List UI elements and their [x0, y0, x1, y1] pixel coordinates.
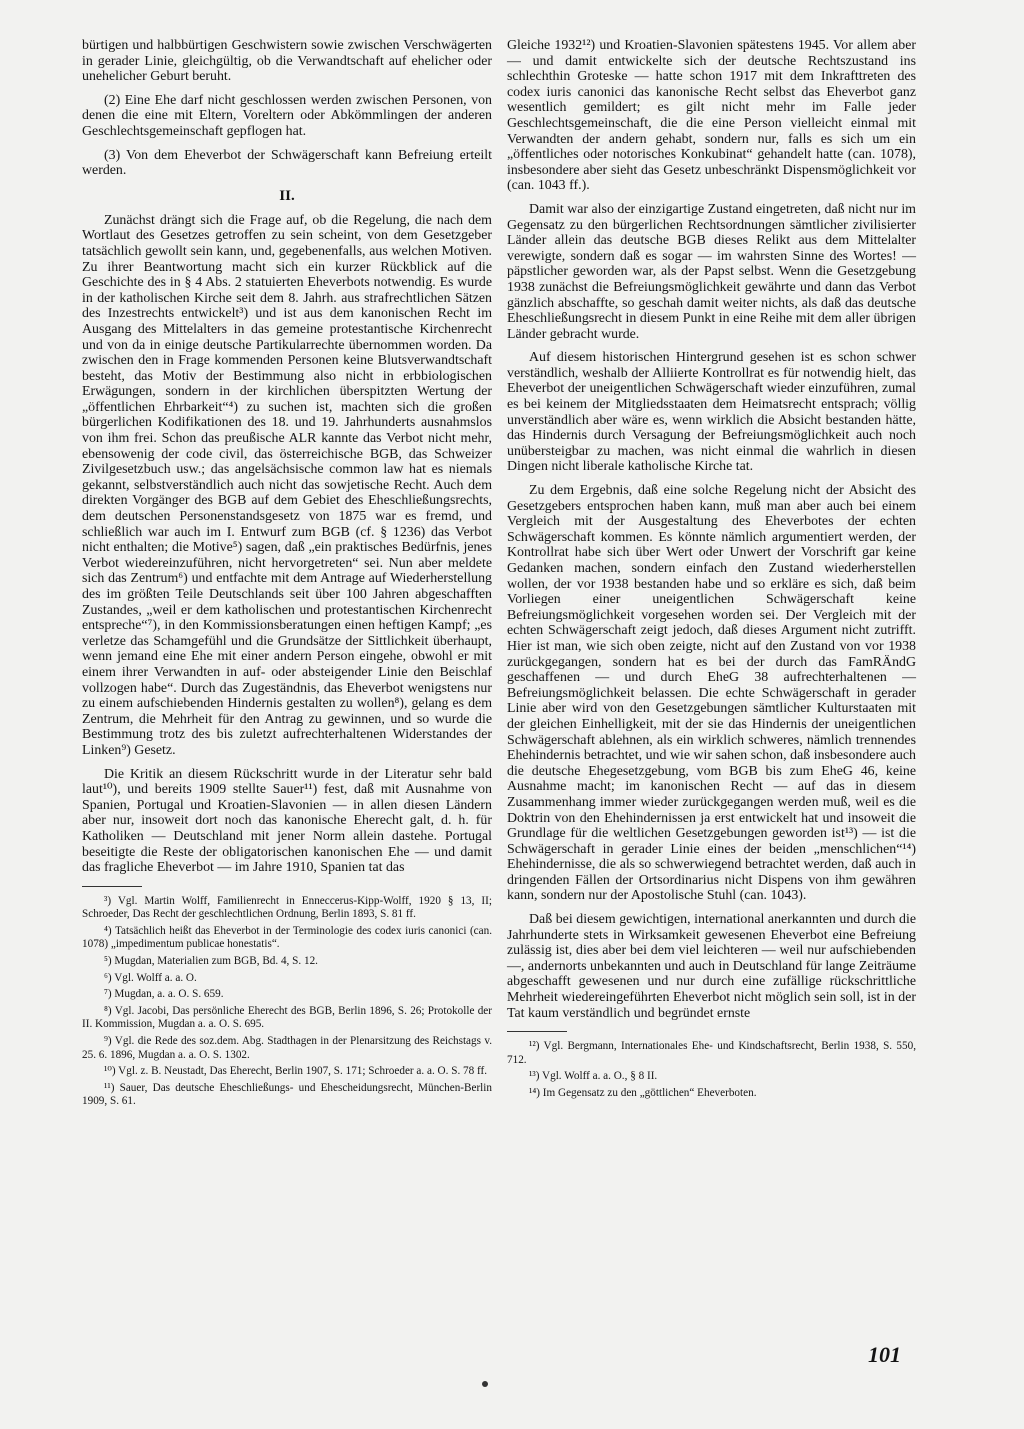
footnote: ¹¹) Sauer, Das deutsche Eheschließungs- und Ehescheidungsrecht, München-Berlin 1909, S. 61.	[82, 1081, 492, 1108]
page-number: 101	[868, 1342, 901, 1367]
paragraph: (2) Eine Ehe darf nicht geschlossen werden zwischen Personen, von denen die eine mit Eltern, Voreltern oder Abkömmlingen der anderen Geschlechtsgemeinschaft gepflogen hat.	[82, 92, 492, 139]
paragraph: Gleiche 1932¹²) und Kroatien-Slavonien spätestens 1945. Vor allem aber — und damit entwickelte sich der deutsche Rechtszustand ins schlechthin Groteske — hatte schon 1917 mit dem Inkrafttreten des codex iuris canonici das kanonische Recht selbst das Eheverbot ganz wesentlich gemildert; es gilt nicht mehr im Falle jeder Geschlechtsgemeinschaft, die die eine Person vielleicht einmal mit Verwandten der andern gehabt, sondern nur, falls es sich um ein „öffentliches oder notorisches Konkubinat“ gehandelt hatte (can. 1078), insbesondere aber sieht das Gesetz unbeschränkt Dispensmöglichkeit vor (can. 1043 ff.).	[507, 38, 916, 194]
left-footnotes	[82, 895, 492, 1109]
footnote: ¹³) Vgl. Wolff a. a. O., § 8 II.	[529, 1070, 658, 1083]
footnote: ¹⁴) Im Gegensatz zu den „göttlichen“ Eheverboten.	[529, 1087, 757, 1099]
footnote: ⁵) Mugdan, Materialien zum BGB, Bd. 4, S. 12.	[104, 955, 318, 968]
paragraph: Damit war also der einzigartige Zustand eingetreten, daß nicht nur im Gegensatz zu den bürgerlichen Rechtsordnungen sämtlicher zivilisierter Länder allein das deutsche BGB dieses Relikt aus dem Mittelalter verewigte, sondern daß es sogar — im wahrsten Sinne des Wortes! — päpstlicher geworden war, als der Papst selbst. Wenn die Gesetzgebung 1938 zunächst die Befreiungsmöglichkeit gewährte und dann das Verbot gänzlich abschaffte, so geschah damit weiter nichts, als daß das deutsche Eheschließungsrecht in diesem Punkt in eine Reihe mit dem aller übrigen Länder gebracht wurde.	[507, 201, 916, 342]
paragraph: bürtigen und halbbürtigen Geschwistern sowie zwischen Verschwägerten in gerader Linie, gleichgültig, ob die Verwandtschaft auf ehelicher oder unehelicher Geburt beruht.	[82, 38, 492, 85]
footnote: ⁴) Tatsächlich heißt das Eheverbot in der Terminologie des codex iuris canonici (can. 1078) „impedimentum publicae honestatis“.	[82, 924, 492, 951]
paragraph: Daß bei diesem gewichtigen, international anerkannten und durch die Jahrhunderte stets in Wirksamkeit gewesenen Eheverbot eine Befreiung zulässig ist, dies aber bei dem viel leichteren — weil nur aufschiebenden —, andernorts unbekannten und auch in Deutschland für lange Zeiträume abgeschafft gewesenen und nur durch eine zufällige rückschrittliche Mehrheit wiedereingeführten Eheverbot nicht möglich sein soll, ist in der Tat kaum verständlich und begründet ernste	[507, 912, 916, 1021]
paragraph: (3) Von dem Eheverbot der Schwägerschaft kann Befreiung erteilt werden.	[82, 147, 492, 179]
footnote-separator	[82, 886, 142, 887]
section-heading: II.	[279, 187, 295, 204]
print-mark	[482, 1381, 488, 1387]
right-footnotes	[507, 1040, 916, 1100]
footnote: ¹²) Vgl. Bergmann, Internationales Ehe- und Kindschaftsrecht, Berlin 1938, S. 550, 712.	[507, 1040, 916, 1066]
left-body-text	[82, 38, 492, 876]
right-body-text	[507, 38, 916, 1021]
footnote: ¹⁰) Vgl. z. B. Neustadt, Das Eherecht, Berlin 1907, S. 171; Schroeder a. a. O. S. 78 ff.	[104, 1065, 488, 1078]
right-column	[507, 38, 916, 1104]
footnote: ³) Vgl. Martin Wolff, Familienrecht in Enneccerus-Kipp-Wolff, 1920 § 13, II; Schroeder, Das Recht der geschlechtlichen Ordnung, Berlin 1893, S. 81 ff.	[82, 894, 492, 921]
footnote: ⁷) Mugdan, a. a. O. S. 659.	[104, 988, 224, 1001]
left-column	[82, 38, 492, 1112]
paragraph: Auf diesem historischen Hintergrund gesehen ist es schon schwer verständlich, weshalb der Alliierte Kontrollrat es für notwendig hielt, das Eheverbot der uneigentlichen Schwägerschaft wieder einzuführen, zumal es bei keinem der Mitgliedsstaaten dem Heimatsrecht entsprach; völlig unverständlich aber wäre es, wenn wirklich die Absicht bestanden hätte, das Hindernis durch Versagung der Befreiungsmöglichkeit auch noch unübersteigbar zu machen, was nicht einmal die wahrlich in diesen Dingen nicht liberale katholische Kirche tat.	[507, 350, 916, 475]
paragraph: Zunächst drängt sich die Frage auf, ob die Regelung, die nach dem Wortlaut des Gesetzes getroffen zu sein scheint, von dem Gesetzgeber tatsächlich gewollt sein kann, und, gegebenenfalls, aus welchen Motiven. Zu ihrer Beantwortung macht sich ein kurzer Rückblick auf die Geschichte des in § 4 Abs. 2 statuierten Eheverbots notwendig. Es wurde in der katholischen Kirche seit dem 8. Jahrh. aus strafrechtlichen Sätzen des Inzestrechts entwickelt³) und ist aus dem kanonischen Recht im Ausgang des Mittelalters in das gemeine protestantische Kirchenrecht und von da in einige deutsche Partikularrechte übernommen worden. Da zwischen den in Frage kommenden Personen keine Blutsverwandtschaft besteht, das Motiv der Bestimmung also nicht in erbbiologischen Erwägungen, sondern in der kirchlichen überspitzten Wertung der „öffentlichen Ehrbarkeit“⁴) zu suchen ist, machten sich die großen bürgerlichen Kodifikationen des 18. und 19. Jahrhunderts ausnahmslos von ihm frei. Schon das preußische ALR kannte das Verbot nicht mehr, ebensowenig der code civil, das österreichische BGB, das Schweizer Zivilgesetzbuch usw.; das angelsächsische common law hat es niemals gekannt, selbstverständlich auch nicht das sowjetische Recht. Auch dem direkten Vorgänger des BGB auf dem Gebiet des Eheschließungsrechts, dem deutschen Personenstandsgesetz von 1875 war es fremd, und schließlich war auch im I. Entwurf zum BGB (cf. § 1236) das Verbot nicht enthalten; die Motive⁵) sagen, daß „ein praktisches Bedürfnis, jenes Verbot wiedereinzuführen, nicht hervorgetreten“ sei. Nun aber meldete sich das Zentrum⁶) und entfachte mit dem Antrage auf Wiederherstellung des im größten Teile Deutschlands seit über 100 Jahren abgeschafften Zustandes, „weil er dem katholischen und protestantischen Kirchenrecht entspreche“⁷), in den Kommissionsberatungen einen heftigen Kampf; „es verletze das Schamgefühl und die Grundsätze der Sittlichkeit überhaupt, wenn jemand eine Ehe mit einer andern Person eingehe, obwohl er mit einem ihrer Verwandten in auf- oder absteigender Linie den Beischlaf vollzogen habe“. Durch das Zugeständnis, das Eheverbot wenigstens nur zu einem aufschiebenden Hindernis gestalten zu wollen⁸), gelang es dem Zentrum, die Mehrheit für den Antrag zu gewinnen, und so wurde die Bestimmung trotz des bis zuletzt aufrechterhaltenen Widerstandes der Linken⁹) Gesetz.	[82, 212, 492, 758]
paragraph: Zu dem Ergebnis, daß eine solche Regelung nicht der Absicht des Gesetzgebers entsprochen haben kann, muß man aber auch bei einem Vergleich mit der Ausgestaltung des Eheverbotes der echten Schwägerschaft kommen. Es könnte nämlich argumentiert werden, der Kontrollrat habe sich über Wert oder Unwert der Vorschrift gar keine Gedanken machen, sondern einfach den Zustand wiederherstellen wollen, der vor 1938 bestanden habe und so erkläre es sich, daß beim Vorliegen einer uneigentlichen Schwägerschaft keine Befreiungsmöglichkeit vorgesehen worden sei. Der Vergleich mit der echten Schwägerschaft zeigt jedoch, daß dieses Argument nicht zutrifft. Hier ist man, wie sich oben zeigte, nicht auf den Zustand von vor 1938 zurückgegangen, sondern hat es bei der durch das FamRÄndG geschaffenen — und durch EheG 38 aufrechterhaltenen — Befreiungsmöglichkeit belassen. Die echte Schwägerschaft in gerader Linie aber wird von den Gesetzgebungen sämtlicher Kulturstaaten mit der gleichen Einhelligkeit, mit der sie das Hindernis der uneigentlichen Schwägerschaft ablehnen, als ein wirklich schweres, nämlich trennendes Ehehindernis betrachtet, und wie wir sahen schon, daß insbesondere auch die deutsche Ehegesetzgebung, vom BGB bis zum EheG 46, keine Ausnahme macht; im kanonischen Recht — auf das in diesem Zusammenhang immer wieder zurückgegangen werden muß, weil es die Doktrin von den Ehehindernissen ja erst entwickelt hat und insoweit die Grundlage für die weltlichen Gesetzgebungen geworden ist¹³) — ist die Schwägerschaft in gerader Linie eines der beiden „menschlichen“¹⁴) Ehehindernisse, die als so schwerwiegend betrachtet werden, daß auch in dringenden Fällen der Ortsordinarius nicht Dispens von ihm gewähren kann, sondern nur der Apostolische Stuhl (can. 1043).	[507, 483, 916, 904]
footnote: ⁸) Vgl. Jacobi, Das persönliche Eherecht des BGB, Berlin 1896, S. 26; Protokolle der II. Kommission, Mugdan a. a. O. S. 695.	[82, 1004, 492, 1031]
footnote: ⁶) Vgl. Wolff a. a. O.	[104, 971, 197, 984]
paragraph: Die Kritik an diesem Rückschritt wurde in der Literatur sehr bald laut¹⁰), und bereits 1909 stellte Sauer¹¹) fest, daß mit Ausnahme von Spanien, Portugal und Kroatien-Slavonien — in allen diesen Ländern aber nur, insoweit dort noch das kanonische Eherecht galt, d. h. für Katholiken — Deutschland mit jener Norm allein dastehe. Portugal beseitigte die Reste der obligatorischen kanonischen Ehe — und damit das fragliche Eheverbot — im Jahre 1910, Spanien tat das	[82, 766, 492, 876]
footnote: ⁹) Vgl. die Rede des soz.dem. Abg. Stadthagen in der Plenarsitzung des Reichstags v. 25. 6. 1896, Mugdan a. a. O. S. 1302.	[82, 1035, 492, 1061]
footnote-separator	[507, 1031, 567, 1032]
